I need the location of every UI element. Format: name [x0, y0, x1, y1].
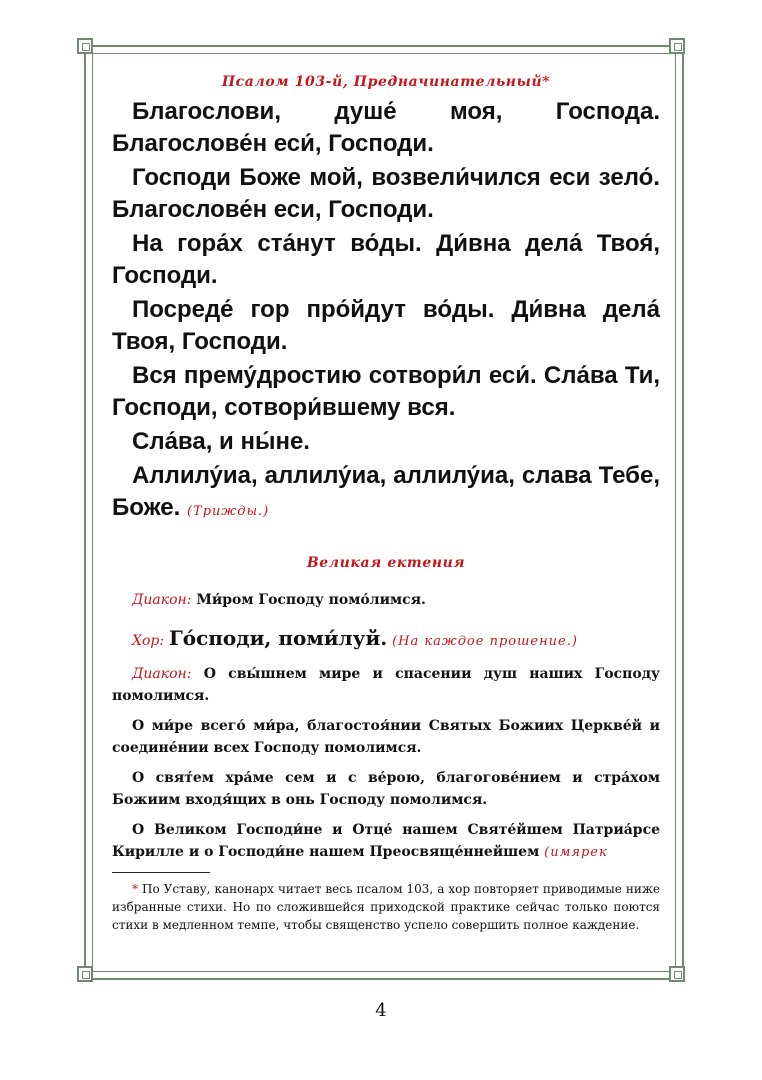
footnote-divider — [112, 872, 210, 873]
petition: О свят́ем хра́ме сем и с ве́рою, благогове́нием и стра́хом Божиим входя́щих в онь Господу помолимся. — [112, 770, 660, 808]
frame-corner-top-right — [669, 38, 685, 54]
deacon-text: Ми́ром Господу помо́лимся. — [196, 592, 426, 608]
choir-line — [112, 625, 660, 655]
footnote — [112, 880, 660, 934]
page-number: 4 — [375, 1000, 387, 1021]
deacon-label: Диакон: — [132, 592, 192, 608]
psalm-verse-last — [112, 460, 660, 528]
psalm-verse: Господи Боже мой, возвели́чился еси зело́. Благослове́н еси, Господи. — [112, 164, 660, 223]
petition-note: (имярек — [544, 845, 608, 860]
frame-corner-top-left — [77, 38, 93, 54]
frame-corner-bottom-right — [669, 966, 685, 982]
footnote-text: По Уставу, канонарх читает весь псалом 103, а хор повторяет приводимые ниже избранные стихи. Но по сложившейся приходской практике сейчас только поются стихи в медленном темпе, чтобы священство успело совершить полное каждение. — [112, 882, 660, 932]
deacon-line — [112, 589, 660, 611]
choir-label: Хор: — [132, 633, 165, 649]
petition-text: О Великом Господи́не и Отце́ нашем Святе́йшем Патриа́рсе Кирилле и о Господи́не нашем Преосвяще́ннейшем — [112, 822, 660, 860]
last-verse-text: Аллилу́иа, аллилу́иа, аллилу́иа, слава Тебе, Боже. — [112, 462, 660, 521]
deacon-text: О свы́шнем мире и спасении душ наших Господу помолимся. — [112, 666, 661, 704]
litany-heading: Великая ектения — [306, 555, 466, 571]
footnote-star: * — [132, 882, 138, 896]
psalm-verse: Сла́ва, и ны́не. — [132, 428, 310, 455]
petition: О ми́ре всего́ ми́ра, благостоя́нии Святых Божиих Церкве́й и соедине́нии всех Господу помолимся. — [112, 718, 660, 756]
choir-text: Го́споди, поми́луй. — [168, 626, 388, 650]
frame-corner-bottom-left — [77, 966, 93, 982]
thrice-note: (Трижды.) — [186, 504, 270, 519]
deacon-line — [112, 663, 660, 707]
psalm-heading: Псалом 103-й, Предначинательный* — [221, 74, 551, 90]
psalm-verses — [112, 96, 660, 528]
psalm-verse: На гора́х ста́нут во́ды. Ди́вна дела́ Твоя́, Господи. — [112, 230, 660, 289]
deacon-label: Диакон: — [132, 666, 192, 682]
page-content — [112, 74, 660, 872]
psalm-verse: Посреде́ гор про́йдут во́ды. Ди́вна дела́ Твоя, Господи. — [112, 296, 660, 355]
psalm-verse: Благослови, душе́ моя, Господа. Благослове́н еси́, Господи. — [112, 98, 660, 157]
litany-body — [112, 589, 660, 864]
petition — [112, 819, 660, 864]
psalm-verse: Вся прему́дростию сотвори́л еси́. Сла́ва Ти, Господи, сотвори́вшему вся. — [112, 362, 660, 421]
choir-note: (На каждое прошение.) — [392, 634, 578, 649]
